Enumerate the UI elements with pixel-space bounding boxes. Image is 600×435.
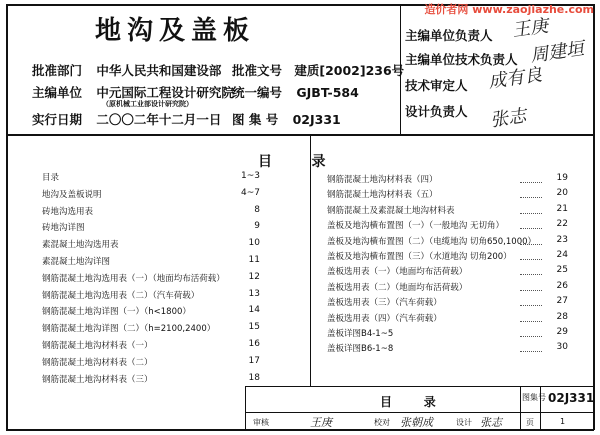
footer-atlas-divider [520,386,521,429]
header-divider [6,134,594,136]
atlas-no-row [232,110,341,128]
approval-doc-row [232,61,404,79]
footer-review-signature: 王庚 [310,416,332,429]
footer-page-value: 1 [560,417,566,426]
toc-item-leader [520,305,542,306]
toc-item-page: 23 [556,234,568,245]
footer-page-label: 页 [526,418,534,427]
toc-item-page: 21 [556,203,568,214]
frame-bottom [6,429,594,431]
toc-item-leader [520,351,542,352]
toc-item-title: 钢筋混凝土地沟材料表（四） [327,175,438,185]
toc-item-page: 8 [254,204,260,215]
unified-no-value: GJBT-584 [296,85,359,100]
toc-item-page: 11 [248,255,260,265]
toc-column-divider [310,134,311,386]
toc-item-page: 19 [556,173,568,183]
toc-item-title: 盖板及地沟横布置图（一）（一般地沟 无切角） [327,221,504,232]
signature-design-lead: 张志 [488,105,528,132]
toc-item-page: 15 [248,322,260,333]
toc-item-page: 29 [556,327,568,337]
role-label: 技术审定人 [405,78,468,93]
footer-review-label: 审核 [253,418,269,427]
toc-item-title: 钢筋混凝土及素混凝土地沟材料表 [327,205,455,216]
approval-dept-label: 批准部门 [32,63,83,78]
approval-dept-row [32,61,221,79]
toc-item-title: 钢筋混凝土地沟材料表（三） [42,374,153,385]
toc-item-title: 素混凝土地沟选用表 [42,240,119,251]
footer-left-line [245,386,246,429]
toc-item-leader [520,244,542,245]
frame-left [6,4,8,430]
toc-item-leader [520,213,542,214]
effective-date-row [32,110,221,128]
toc-item-title: 钢筋混凝土地沟选用表（一）（地面均布活荷载） [42,273,225,284]
effective-date-label: 实行日期 [32,112,83,127]
toc-item-page: 28 [556,311,568,322]
signature-chief-editor: 王庚 [510,15,550,42]
editor-unit-value: 中元国际工程设计研究院 [96,85,234,100]
toc-item-title: 钢筋混凝土地沟材料表（五） [327,190,438,201]
footer-atlas-value: 02J331 [548,391,595,405]
toc-item-leader [520,290,542,291]
unified-no-row [232,83,359,101]
toc-item-title: 地沟及盖板说明 [42,189,102,200]
toc-item-page: 24 [556,250,568,260]
role-tech-reviewer [405,76,468,94]
page-title: 地沟及盖板 [95,16,256,46]
toc-item-title: 盖板及地沟横布置图（三）（水道地沟 切角200） [327,252,512,262]
approval-dept-value: 中华人民共和国建设部 [96,63,222,78]
toc-item-page: 17 [248,355,260,366]
toc-item-page: 1~3 [241,171,260,181]
role-label: 主编单位技术负责人 [405,52,518,67]
atlas-no-label: 图 集 号 [232,112,279,127]
footer-check-signature: 张朝成 [400,416,433,429]
frame-right [593,4,595,430]
toc-item-title: 盖板详图B6-1~8 [327,344,394,355]
toc-item-title: 钢筋混凝土地沟材料表（一） [42,341,153,351]
signature-tech-chief: 周建垣 [529,38,586,67]
toc-item-page: 14 [248,305,260,316]
footer-atlas-label: 图集号 [522,393,546,402]
toc-item-leader [520,182,542,183]
toc-item-page: 18 [248,372,260,383]
toc-item-leader [520,259,542,260]
role-chief-editor [405,26,493,44]
toc-item-page: 9 [254,221,260,232]
toc-item-title: 钢筋混凝土地沟选用表（二）（汽车荷载） [42,290,200,301]
toc-item-leader [520,197,542,198]
editor-unit-label: 主编单位 [32,85,83,100]
footer-title: 目 录 [380,395,439,409]
signature-tech-reviewer: 成有良 [487,64,544,93]
toc-item-title: 素混凝土地沟详图 [42,257,111,267]
toc-item-title: 盖板选用表（四）（汽车荷载） [327,313,442,324]
toc-item-title: 盖板选用表（一）（地面均布活荷载） [327,267,468,278]
toc-item-page: 20 [556,188,568,199]
toc-item-page: 22 [556,219,568,230]
watermark-text: 造价者网 www.zaojiazhe.com [424,3,594,16]
toc-item-title: 砖地沟详图 [42,223,85,234]
toc-item-page: 4~7 [241,187,260,198]
toc-item-title: 砖地沟选用表 [42,206,94,217]
effective-date-value: 二〇〇二年十二月一日 [96,112,222,127]
toc-item-page: 13 [248,288,260,299]
footer-design-label: 设计 [456,418,472,427]
footer-check-label: 校对 [374,418,390,427]
toc-item-page: 10 [248,238,260,249]
toc-item-title: 钢筋混凝土地沟详图（二）（h=2100,2400） [42,324,216,335]
toc-item-title: 盖板选用表（三）（汽车荷载） [327,298,442,309]
toc-item-title: 钢筋混凝土地沟详图（一）（h<1800） [42,307,191,318]
toc-item-page: 16 [248,339,260,349]
toc-item-page: 27 [556,296,568,307]
footer-design-signature: 张志 [480,416,502,429]
approval-doc-value: 建质[2002]236号 [294,63,405,78]
toc-heading: 目 录 [258,154,330,170]
toc-item-title: 盖板及地沟横布置图（二）（电缆地沟 切角650,1000） [327,236,537,247]
toc-item-leader [520,336,542,337]
toc-item-leader [520,321,542,322]
toc-item-leader [520,228,542,229]
toc-item-page: 25 [556,265,568,276]
toc-item-page: 12 [248,271,260,282]
toc-item-leader [520,274,542,275]
approval-doc-label: 批准文号 [232,63,283,78]
toc-item-title: 目录 [42,173,60,183]
role-label: 主编单位负责人 [405,28,493,43]
editor-unit-subtitle: （原机械工业部设计研究院） [102,100,193,108]
atlas-no-value: 02J331 [292,112,341,127]
toc-item-title: 钢筋混凝土地沟材料表（二） [42,357,153,368]
toc-item-title: 盖板选用表（二）（地面均布活荷载） [327,282,468,293]
toc-item-page: 30 [556,342,568,353]
toc-item-page: 26 [556,280,568,291]
role-design-lead [405,102,468,120]
unified-no-label: 统一编号 [232,85,283,100]
toc-item-title: 盖板详图B4-1~5 [327,329,394,339]
role-label: 设计负责人 [405,104,468,119]
